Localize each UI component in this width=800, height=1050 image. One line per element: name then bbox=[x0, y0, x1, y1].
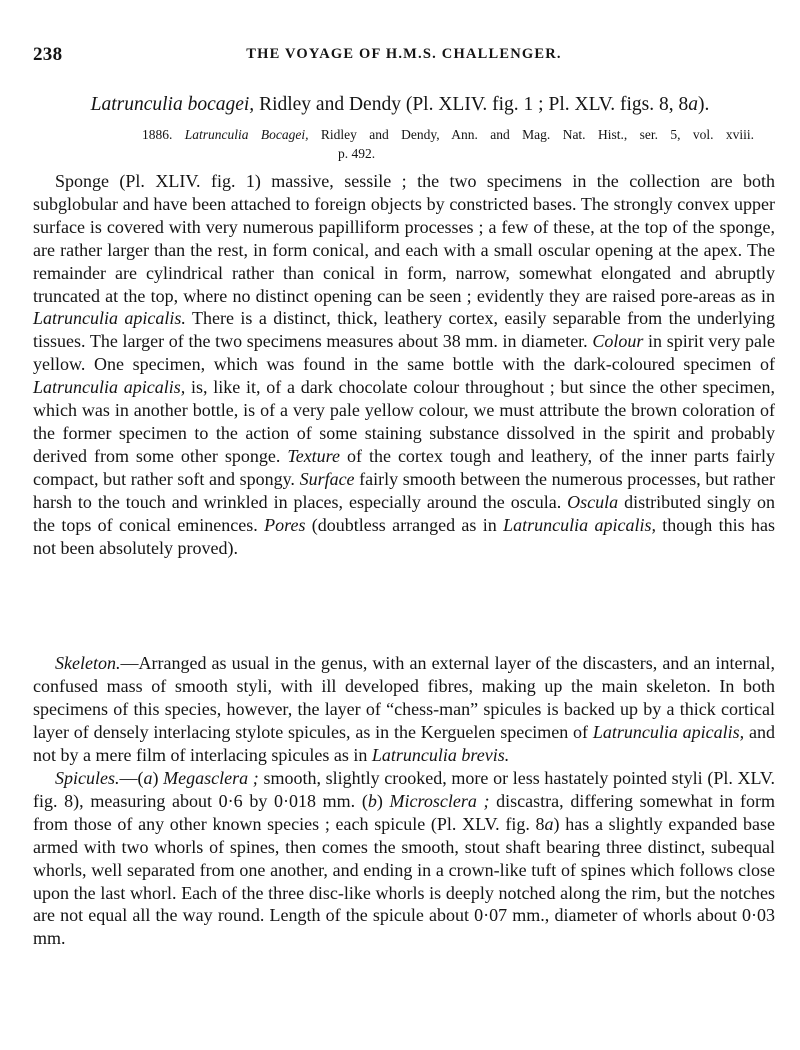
running-head bbox=[33, 44, 775, 68]
species-heading-authority: Ridley and Dendy (Pl. XLIV. fig. 1 ; Pl. XLV. figs. 8, 8 bbox=[254, 94, 689, 115]
paragraph-text: distributed singly on the tops of conical eminences. bbox=[33, 491, 776, 535]
species-name: Latrunculia bocagei, bbox=[90, 94, 255, 115]
italic-term: a bbox=[143, 768, 153, 788]
running-title: THE VOYAGE OF H.M.S. CHALLENGER. bbox=[246, 46, 562, 62]
italic-term: Texture bbox=[287, 445, 341, 466]
italic-term: Megasclera ; bbox=[163, 768, 259, 788]
italic-term: Microsclera ; bbox=[389, 790, 490, 811]
italic-term: Pores bbox=[264, 514, 306, 535]
paragraph-text: (doubtless arranged as in bbox=[305, 514, 504, 535]
paragraph-text: smooth, slightly crooked, more or less hastately pointed styli (Pl. XLV. fig. 8), measuring about 0·6 by 0·018 mm. ( bbox=[33, 768, 776, 811]
section-label: Skeleton. bbox=[55, 653, 121, 673]
paragraph-text: —Arranged as usual in the genus, with an external layer of the discasters, and an internal, confused mass of smooth styli, with ill developed fibres, making up the main skeleton. In both specimens of this species, however, the layer of “chess-man” spicules is backed up by a thick cortical layer of densely interlacing stylote spicules, as in the Kerguelen specimen of bbox=[33, 653, 775, 742]
italic-term: Latrunculia apicalis. bbox=[33, 308, 186, 329]
paragraph-text: in spirit very pale yellow. One specimen, which was found in the same bottle with the dark-coloured specimen of bbox=[33, 331, 775, 375]
italic-term: Latrunculia apicalis, bbox=[503, 514, 656, 535]
paragraph-text: though this has not been absolutely proved). bbox=[33, 514, 775, 558]
paragraph-text: Sponge (Pl. XLIV. fig. 1) massive, sessile ; the two specimens in the collection are both subglobular and have been attached to foreign objects by constricted bases. The strongly convex upper surface is covered with very numerous papilliform processes ; a few of these, at the top of the sponge, are rather larger than the rest, in form conical, and each with a small oscular opening at the apex. The remainder are cylindrical rather than conical in form, narrow, somewhat elongated and abruptly truncated at the top, where no distinct opening can be seen ; evidently they are raised pore-areas as in bbox=[33, 171, 775, 306]
paragraph-text: There is a distinct, thick, leathery cortex, easily separable from the underlying tissues. The larger of the two specimens measures about 38 mm. in diameter. bbox=[33, 308, 775, 352]
paragraph-text: is, like it, of a dark chocolate colour throughout ; but since the other specimen, which was in another bottle, is of a very pale yellow colour, we must attribute the brown coloration of the former specimen to the action of some staining substance dissolved in the spirit and probably derived from some other sponge. bbox=[33, 377, 775, 466]
italic-term: Latrunculia apicalis, bbox=[592, 721, 745, 742]
italic-term: Latrunculia apicalis, bbox=[33, 377, 186, 398]
species-heading-fig-letter: a bbox=[688, 94, 699, 115]
paragraph-text: ) bbox=[152, 768, 164, 788]
paragraph-text: fairly smooth between the numerous processes, but rather harsh to the touch and wrinkled in places, especially around the oscula. bbox=[33, 468, 775, 512]
paragraph-text: discastra, differing somewhat in form from those of any other known species ; each spicule (Pl. XLV. fig. 8 bbox=[33, 790, 775, 834]
italic-term: Colour bbox=[592, 331, 644, 352]
italic-term: Latrunculia brevis. bbox=[371, 744, 510, 765]
synonymy-page-ref: p. 492. bbox=[338, 146, 376, 161]
paragraph-text: ) bbox=[376, 790, 390, 811]
synonymy-reference bbox=[142, 125, 754, 144]
italic-term: Oscula bbox=[567, 491, 619, 512]
paragraph-text: of the cortex tough and leathery, of the inner parts fairly compact, but rather soft and spongy. bbox=[33, 445, 775, 489]
synonymy-year: 1886. bbox=[142, 127, 185, 142]
synonymy-species-name: Latrunculia Bocagei, bbox=[184, 127, 309, 142]
italic-term: b bbox=[367, 790, 377, 811]
species-heading bbox=[0, 94, 800, 116]
description-paragraph bbox=[33, 170, 775, 559]
species-heading-close: ). bbox=[698, 94, 710, 115]
page-number: 238 bbox=[33, 44, 63, 65]
italic-term: Surface bbox=[299, 468, 355, 489]
synonymy-citation: Ridley and Dendy, Ann. and Mag. Nat. Hist., ser. 5, vol. xviii. bbox=[308, 127, 754, 142]
spicules-paragraph bbox=[33, 767, 775, 950]
skeleton-paragraph bbox=[33, 652, 775, 767]
section-label: Spicules. bbox=[55, 768, 120, 788]
paragraph-text: ) has a slightly expanded base armed with two whorls of spines, then comes the smooth, stout shaft bearing three distinct, subequal whorls, well separated from one another, and ending in a crown-like tuft of spines which follows close upon the last whorl. Each of the three disc-like whorls is deeply notched along the rim, but the notches are not equal all the way round. Length of the spicule about 0·07 mm., diameter of whorls about 0·03 mm. bbox=[33, 813, 775, 949]
paragraph-text: —( bbox=[119, 768, 144, 788]
italic-term: a bbox=[544, 813, 554, 834]
paragraph-text: and not by a mere film of interlacing spicules as in bbox=[33, 721, 775, 765]
